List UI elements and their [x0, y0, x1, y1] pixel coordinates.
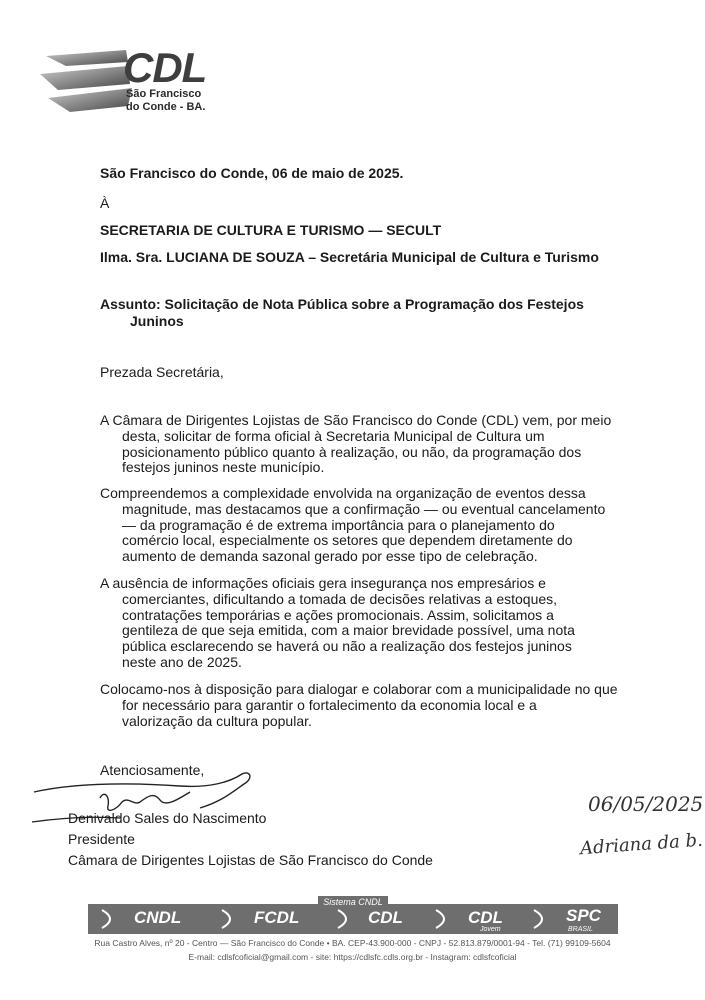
closing: Atenciosamente, [100, 762, 205, 778]
footer-spc: SPC [566, 906, 601, 925]
paragraph-3: A ausência de informações oficiais gera insegurança nos empresários e comerciantes, dificultando a tomada de decisões relativas a estoques, contratações temporárias e ações promocionais. Assim, solicitamos a gentileza de que seja emitida, com a maior brevidade possível, uma nota pública esclarecendo se haverá ou não a realização dos festejos juninos neste ano de 2025. [100, 575, 575, 670]
salutation: Prezada Secretária, [100, 364, 224, 380]
logo-brand: CDL [123, 44, 207, 91]
handwritten-note: Adriana da b. [579, 829, 704, 860]
signer-org: Câmara de Dirigentes Lojistas de São Francisco do Conde [68, 852, 433, 868]
paragraph-4: Colocamo-nos à disposição para dialogar e colaborar com a municipalidade no que for necessário para garantir o fortalecimento da economia local e a valorização da cultura popular. [100, 681, 618, 729]
date-line: São Francisco do Conde, 06 de maio de 2025. [100, 165, 404, 181]
handwritten-date: 06/05/2025 [588, 792, 704, 816]
to-line: À [100, 195, 110, 211]
footer-fcdl: FCDL [254, 908, 300, 927]
footer-spc-sub: BRASIL [568, 926, 593, 933]
paragraph-1: A Câmara de Dirigentes Lojistas de São Francisco do Conde (CDL) vem, por meio desta, solicitar de forma oficial à Secretaria Municipal de Cultura um posicionamento público quanto à realização, ou não, da programação dos festejos juninos neste município. [100, 412, 612, 476]
footer-address: Rua Castro Alves, nº 20 - Centro — São Francisco do Conde • BA. CEP-43.900-000 - CNPJ - 52.813.879/0001-94 - Tel. (71) 99109-5604 [94, 938, 611, 948]
paragraph-2: Compreendemos a complexidade envolvida na organização de eventos dessa magnitude, mas destacamos que a confirmação — ou eventual cancelamento — da programação é de extrema importância para o planejamento do comércio local, especialmente os setores que dependem diretamente do aumento de demanda sazonal gerado por esse tipo de celebração. [100, 485, 606, 565]
footer-system-label: Sistema CNDL [318, 896, 388, 908]
footer-cdl: CDL [368, 908, 403, 927]
footer-contact: E-mail: cdlsfcoficial@gmail.com - site: https://cdlsfc.cdls.org.br - Instagram: cdlsfcoficial [188, 952, 517, 962]
subject-line: Assunto: Solicitação de Nota Pública sobre a Programação dos Festejos Juninos [100, 296, 584, 329]
signer-name: Denivaldo Sales do Nascimento [68, 810, 267, 826]
signer-title: Presidente [68, 831, 135, 847]
recipient-org: SECRETARIA DE CULTURA E TURISMO — SECULT [100, 222, 442, 238]
footer-cdl-jovem-sub: Jovem [480, 926, 501, 933]
recipient-person: Ilma. Sra. LUCIANA DE SOUZA – Secretária Municipal de Cultura e Turismo [100, 249, 599, 265]
footer-swoosh-icons [88, 904, 618, 934]
logo-subtitle: São Francisco do Conde - BA. [126, 88, 206, 113]
footer-cdl-jovem: CDL [468, 908, 503, 927]
footer-cndl: CNDL [134, 908, 182, 927]
footer-brand-bar [88, 896, 618, 936]
